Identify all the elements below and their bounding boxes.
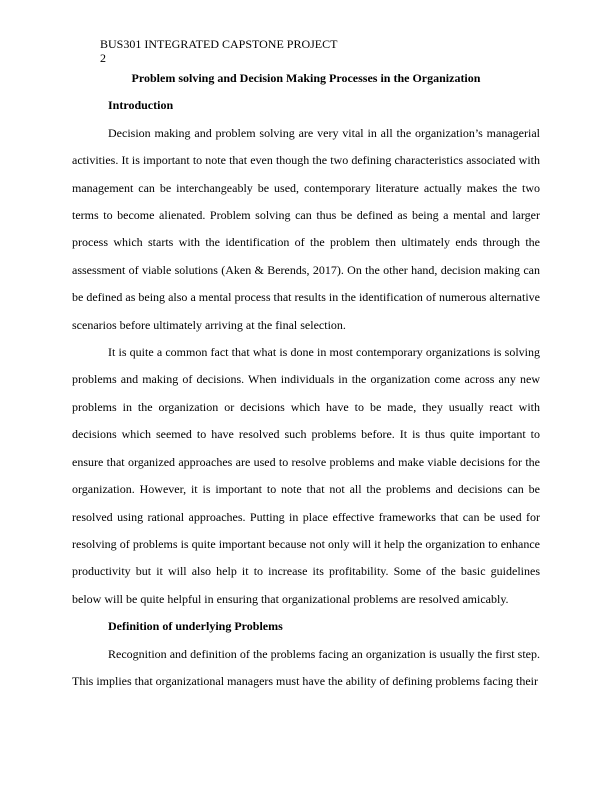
page-number: 2: [100, 51, 106, 65]
page-header: [100, 37, 337, 65]
paragraph: Decision making and problem solving are very vital in all the organization’s managerial activities. It is important to note that even though the two defining characteristics associated with management can be interchangeably be used, contemporary literature actually makes the two terms to become alienated. Problem solving can thus be defined as being a mental and larger process which starts with the identification of the problem then ultimately ends through the assessment of viable solutions (Aken & Berends, 2017). On the other hand, decision making can be defined as being also a mental process that results in the identification of numerous alternative scenarios before ultimately arriving at the final selection.: [72, 125, 540, 332]
section-heading-introduction: Introduction: [108, 98, 174, 113]
document-title: Problem solving and Decision Making Processes in the Organization: [131, 71, 481, 85]
running-head: BUS301 INTEGRATED CAPSTONE PROJECT: [100, 37, 338, 51]
document-body: [72, 65, 540, 695]
section-heading-definition: Definition of underlying Problems: [108, 619, 283, 634]
paragraph: Recognition and definition of the problems facing an organization is usually the first step. This implies that organizational managers must have the ability of defining problems facing their: [72, 646, 540, 688]
paragraph: It is quite a common fact that what is done in most contemporary organizations is solving problems and making of decisions. When individuals in the organization come across any new problems in the organization or decisions which have to be made, they usually react with decisions which seemed to have resolved such problems before. It is thus quite important to ensure that organized approaches are used to resolve problems and make viable decisions for the organization. However, it is important to note that not all the problems and decisions can be resolved using rational approaches. Putting in place effective frameworks that can be used for resolving of problems is quite important because not only will it help the organization to enhance productivity but it will also help it to increase its profitability. Some of the basic guidelines below will be quite helpful in ensuring that organizational problems are resolved amicably.: [72, 345, 540, 606]
